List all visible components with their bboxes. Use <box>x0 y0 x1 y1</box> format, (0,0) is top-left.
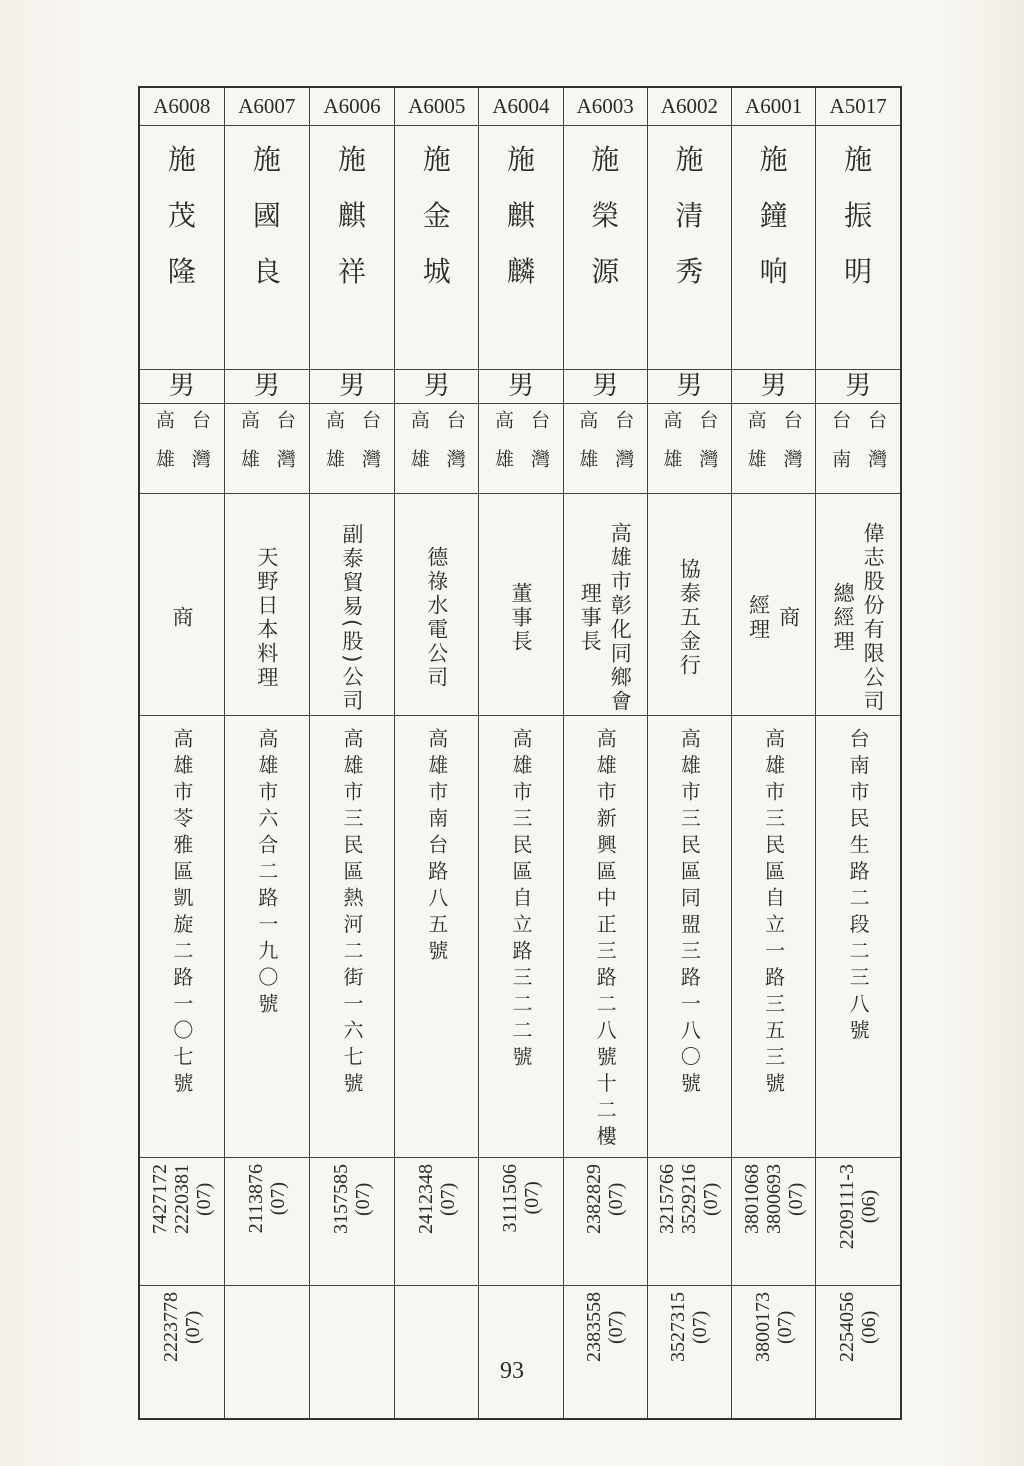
occupation <box>140 494 224 716</box>
member-name-cell <box>395 125 479 369</box>
phone-line: 2220381 <box>170 1163 193 1234</box>
place-char: 雄 <box>744 448 767 488</box>
place-char: 高 <box>491 409 514 449</box>
birthplace-cell <box>479 403 563 493</box>
occupation-line: 經理 <box>746 594 771 642</box>
member-name-cell <box>139 125 224 369</box>
member-name-cell <box>479 125 563 369</box>
name-char: 振 <box>844 198 873 232</box>
place-char: 灣 <box>780 448 803 488</box>
birthplace-city <box>152 410 176 488</box>
name-char: 隆 <box>167 254 196 288</box>
birthplace-country <box>695 410 719 488</box>
phone-numbers <box>648 1158 731 1234</box>
birthplace-cell <box>563 403 647 493</box>
address-text: 高雄市三民區熱河二街一六七號 <box>340 727 365 1099</box>
member-name-cell <box>563 125 647 369</box>
place-char: 雄 <box>660 448 683 488</box>
member-name <box>816 126 900 300</box>
occupation-cell <box>309 493 394 715</box>
phone-line: 3800693 <box>762 1163 785 1234</box>
address <box>225 716 309 1020</box>
name-char: 鐘 <box>759 198 788 232</box>
name-char: 施 <box>167 142 196 176</box>
address-cell <box>732 715 816 1157</box>
place-char: 高 <box>407 409 430 449</box>
phone-cell <box>395 1157 479 1285</box>
name-char: 金 <box>422 198 451 232</box>
member-code-cell: A6002 <box>647 87 731 125</box>
birthplace-city <box>491 410 515 488</box>
phone-line: 3529216 <box>678 1163 701 1234</box>
name-char: 施 <box>844 142 873 176</box>
phone-line: (07) <box>700 1181 723 1216</box>
phone-line: 2382829 <box>583 1163 606 1234</box>
member-name <box>648 126 731 300</box>
occupation-line: 商 <box>776 606 801 630</box>
occupation-line: 天野日本料理 <box>254 546 279 690</box>
phone-numbers <box>395 1286 478 1292</box>
address-text: 高雄市三民區同盟三路一八〇號 <box>677 727 702 1099</box>
phone-line: 2254056 <box>836 1291 859 1362</box>
occupation-cell <box>139 493 224 715</box>
name-char: 施 <box>591 142 620 176</box>
birthplace-city <box>659 410 683 488</box>
name-char: 施 <box>422 142 451 176</box>
phone-cell <box>224 1285 309 1419</box>
phone-numbers <box>225 1286 309 1292</box>
occupation-line: 總經理 <box>831 582 856 654</box>
name-char: 施 <box>252 142 281 176</box>
phone-numbers <box>395 1158 478 1234</box>
occupation <box>732 494 815 716</box>
code-row <box>139 87 901 125</box>
phone-line: (07) <box>689 1309 712 1344</box>
phone-line: (07) <box>784 1181 807 1216</box>
place-char: 台 <box>829 409 852 449</box>
place-char: 台 <box>696 409 719 449</box>
occupation <box>310 494 394 716</box>
member-name-cell <box>732 125 816 369</box>
place-char: 雄 <box>323 448 346 488</box>
phone-cell <box>647 1285 731 1419</box>
occupation-line: 商 <box>169 606 194 630</box>
place-char: 灣 <box>443 448 466 488</box>
phone-numbers <box>816 1158 900 1249</box>
gender-cell: 男 <box>395 369 479 403</box>
name-row <box>139 125 901 369</box>
member-name <box>225 126 309 300</box>
name-char: 施 <box>675 142 704 176</box>
phone-cell <box>139 1285 224 1419</box>
member-name <box>395 126 478 300</box>
birthplace-city <box>237 410 261 488</box>
address-text: 台南市民生路二段二三八號 <box>846 727 871 1046</box>
birthplace-cell <box>647 403 731 493</box>
birthplace-country <box>273 410 297 488</box>
address-cell <box>139 715 224 1157</box>
place-char: 雄 <box>576 448 599 488</box>
phone-line: (07) <box>773 1309 796 1344</box>
phone-cell <box>647 1157 731 1285</box>
birthplace <box>648 404 731 488</box>
phone-numbers <box>225 1158 309 1233</box>
phone-line: 3157585 <box>330 1163 353 1234</box>
phone-line: 2412348 <box>414 1163 437 1234</box>
phone-cell <box>816 1285 901 1419</box>
phone-numbers <box>564 1286 647 1362</box>
address-text: 高雄市南台路八五號 <box>424 727 449 966</box>
phone-cell <box>563 1157 647 1285</box>
phone-cell <box>563 1285 647 1419</box>
address <box>816 716 900 1046</box>
member-name <box>310 126 394 300</box>
phone-line: 3111506 <box>498 1163 521 1233</box>
phone-line: (07) <box>436 1181 459 1216</box>
place-char: 雄 <box>491 448 514 488</box>
page-number: 93 <box>500 1358 524 1384</box>
name-char: 秀 <box>675 254 704 288</box>
address <box>310 716 394 1099</box>
place-char: 灣 <box>696 448 719 488</box>
member-name-cell <box>224 125 309 369</box>
place-char: 灣 <box>359 448 382 488</box>
occupation-line: 偉志股份有限公司 <box>861 522 886 714</box>
phone-line: (07) <box>266 1181 289 1215</box>
place-char: 台 <box>443 409 466 449</box>
name-char: 麟 <box>506 254 535 288</box>
birthplace-city <box>575 410 599 488</box>
place-char: 台 <box>780 409 803 449</box>
member-code-cell: A6005 <box>395 87 479 125</box>
birthplace <box>140 404 224 488</box>
phone-cell <box>224 1157 309 1285</box>
member-name-cell <box>647 125 731 369</box>
member-name-cell <box>816 125 901 369</box>
address <box>732 716 815 1099</box>
birthplace-country <box>358 410 382 488</box>
occupation-line: 德祿水電公司 <box>424 546 449 690</box>
phone-cell <box>816 1157 901 1285</box>
address-cell <box>647 715 731 1157</box>
member-code-cell: A6006 <box>309 87 394 125</box>
birthplace-country <box>780 410 804 488</box>
phone-numbers <box>310 1286 394 1292</box>
birthplace <box>816 404 900 488</box>
member-name <box>479 126 562 300</box>
birthplace <box>310 404 394 488</box>
occupation <box>479 494 562 716</box>
address-cell <box>309 715 394 1157</box>
occupation-line: 高雄市彰化同鄉會 <box>608 522 633 714</box>
address-text: 高雄市苓雅區凱旋二路一〇七號 <box>169 727 194 1099</box>
place-char: 雄 <box>237 448 260 488</box>
phone-line: 2383558 <box>583 1291 606 1362</box>
phone-numbers <box>140 1158 224 1234</box>
place-char: 高 <box>744 409 767 449</box>
phone-line: (06) <box>858 1309 881 1344</box>
member-code-cell: A5017 <box>816 87 901 125</box>
occupation <box>648 494 731 716</box>
birthplace-cell <box>139 403 224 493</box>
phone-line: 2113876 <box>244 1163 267 1233</box>
occupation-row <box>139 493 901 715</box>
phone-cell <box>479 1157 563 1285</box>
name-char: 施 <box>506 142 535 176</box>
phone-line: 3215766 <box>656 1163 679 1234</box>
occupation-line: 董事長 <box>508 582 533 654</box>
phone-numbers <box>140 1286 224 1362</box>
occupation <box>395 494 478 716</box>
gender-cell: 男 <box>479 369 563 403</box>
phone-row-1 <box>139 1157 901 1285</box>
place-char: 灣 <box>612 448 635 488</box>
name-char: 施 <box>759 142 788 176</box>
member-name-cell <box>309 125 394 369</box>
member-code-cell: A6001 <box>732 87 816 125</box>
birthplace-row <box>139 403 901 493</box>
occupation <box>225 494 309 716</box>
place-char: 台 <box>865 409 888 449</box>
gender-cell: 男 <box>139 369 224 403</box>
gender-cell: 男 <box>647 369 731 403</box>
occupation <box>564 494 647 716</box>
occupation-cell <box>732 493 816 715</box>
occupation-cell <box>816 493 901 715</box>
birthplace <box>395 404 478 488</box>
phone-numbers <box>816 1286 900 1362</box>
name-char: 施 <box>338 142 367 176</box>
place-char: 高 <box>576 409 599 449</box>
birthplace-city <box>744 410 768 488</box>
gender-cell: 男 <box>224 369 309 403</box>
name-char: 茂 <box>167 198 196 232</box>
place-char: 台 <box>527 409 550 449</box>
birthplace-cell <box>732 403 816 493</box>
birthplace-country <box>611 410 635 488</box>
birthplace-city <box>407 410 431 488</box>
phone-numbers <box>732 1158 815 1234</box>
name-char: 祥 <box>338 254 367 288</box>
phone-line: (07) <box>605 1181 628 1216</box>
name-char: 明 <box>844 254 873 288</box>
occupation-line: 副泰貿易(股)公司 <box>340 522 365 714</box>
name-char: 源 <box>591 254 620 288</box>
name-char: 榮 <box>591 198 620 232</box>
name-char: 麒 <box>338 198 367 232</box>
address-row <box>139 715 901 1157</box>
occupation-cell <box>563 493 647 715</box>
member-name <box>732 126 815 300</box>
occupation-cell <box>395 493 479 715</box>
phone-numbers <box>564 1158 647 1234</box>
member-code-cell: A6008 <box>139 87 224 125</box>
gender-row <box>139 369 901 403</box>
phone-numbers <box>479 1286 562 1292</box>
name-char: 良 <box>252 254 281 288</box>
birthplace-city <box>828 410 852 488</box>
address-text: 高雄市三民區自立路三二二號 <box>508 727 533 1072</box>
birthplace-cell <box>224 403 309 493</box>
place-char: 高 <box>152 409 175 449</box>
name-char: 响 <box>759 254 788 288</box>
phone-line: (07) <box>520 1181 543 1215</box>
place-char: 台 <box>273 409 296 449</box>
address <box>479 716 562 1073</box>
birthplace-city <box>322 410 346 488</box>
address-text: 高雄市新興區中正三路二八號十二樓 <box>593 727 618 1152</box>
phone-row-2 <box>139 1285 901 1419</box>
phone-line: (07) <box>352 1181 375 1216</box>
phone-line: 3801068 <box>740 1163 763 1234</box>
birthplace-cell <box>309 403 394 493</box>
phone-cell <box>309 1157 394 1285</box>
gender-cell: 男 <box>309 369 394 403</box>
occupation-cell <box>647 493 731 715</box>
address-cell <box>816 715 901 1157</box>
address-text: 高雄市三民區自立一路三五三號 <box>761 727 786 1099</box>
name-char: 麒 <box>506 198 535 232</box>
birthplace <box>564 404 647 488</box>
place-char: 灣 <box>273 448 296 488</box>
place-char: 灣 <box>527 448 550 488</box>
phone-cell <box>139 1157 224 1285</box>
member-name <box>140 126 224 300</box>
place-char: 台 <box>612 409 635 449</box>
place-char: 高 <box>237 409 260 449</box>
birthplace-country <box>443 410 467 488</box>
phone-line: (07) <box>192 1181 215 1216</box>
place-char: 雄 <box>152 448 175 488</box>
birthplace <box>732 404 815 488</box>
occupation-cell <box>224 493 309 715</box>
place-char: 灣 <box>865 448 888 488</box>
gender-cell: 男 <box>732 369 816 403</box>
birthplace-cell <box>395 403 479 493</box>
gender-cell: 男 <box>563 369 647 403</box>
birthplace-country <box>864 410 888 488</box>
address-cell <box>563 715 647 1157</box>
place-char: 台 <box>359 409 382 449</box>
occupation <box>816 494 900 716</box>
address-cell <box>224 715 309 1157</box>
phone-line: (07) <box>181 1309 204 1344</box>
phone-cell <box>732 1157 816 1285</box>
phone-line: 2223778 <box>159 1291 182 1362</box>
phone-numbers <box>732 1286 815 1362</box>
address-cell <box>395 715 479 1157</box>
phone-line: 3527315 <box>667 1291 690 1362</box>
place-char: 南 <box>829 448 852 488</box>
address-text: 高雄市六合二路一九〇號 <box>254 727 279 1019</box>
gender-cell: 男 <box>816 369 901 403</box>
address <box>564 716 647 1152</box>
phone-numbers <box>648 1286 731 1362</box>
occupation-line: 理事長 <box>578 582 603 654</box>
occupation-line: 協泰五金行 <box>677 558 702 678</box>
phone-cell <box>479 1285 563 1419</box>
occupation-cell <box>479 493 563 715</box>
phone-cell <box>732 1285 816 1419</box>
place-char: 雄 <box>407 448 430 488</box>
address <box>395 716 478 967</box>
address-cell <box>479 715 563 1157</box>
name-char: 城 <box>422 254 451 288</box>
birthplace-country <box>188 410 212 488</box>
phone-numbers <box>479 1158 562 1233</box>
place-char: 灣 <box>188 448 211 488</box>
phone-cell <box>395 1285 479 1419</box>
birthplace-cell <box>816 403 901 493</box>
member-code-cell: A6007 <box>224 87 309 125</box>
phone-line: (07) <box>605 1309 628 1344</box>
phone-numbers <box>310 1158 394 1234</box>
birthplace-country <box>527 410 551 488</box>
phone-line: 3800173 <box>751 1291 774 1362</box>
address <box>648 716 731 1099</box>
place-char: 台 <box>188 409 211 449</box>
member-directory-table <box>138 86 902 1420</box>
phone-line: (06) <box>858 1189 881 1223</box>
birthplace <box>225 404 309 488</box>
name-char: 國 <box>252 198 281 232</box>
birthplace <box>479 404 562 488</box>
member-code-cell: A6003 <box>563 87 647 125</box>
place-char: 高 <box>323 409 346 449</box>
member-code-cell: A6004 <box>479 87 563 125</box>
phone-line: 7427172 <box>148 1163 171 1234</box>
address <box>140 716 224 1099</box>
member-name <box>564 126 647 300</box>
name-char: 清 <box>675 198 704 232</box>
phone-cell <box>309 1285 394 1419</box>
phone-line: 2209111-3 <box>836 1163 859 1249</box>
place-char: 高 <box>660 409 683 449</box>
